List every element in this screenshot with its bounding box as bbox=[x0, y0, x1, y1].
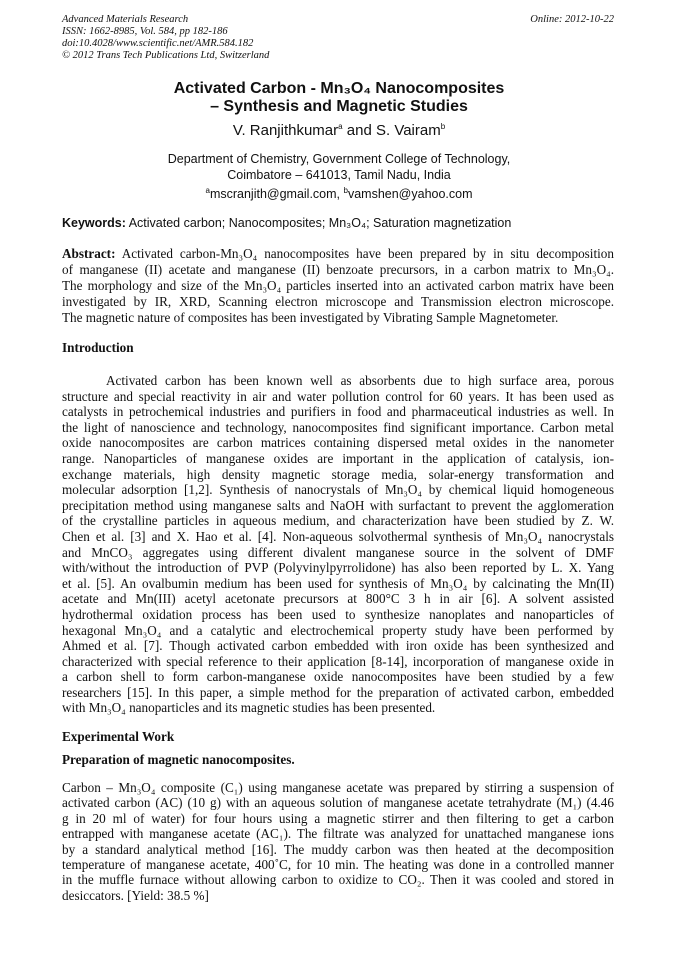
abstract-label: Abstract: bbox=[62, 246, 116, 261]
line-text: structure and special reactivity in air and water pollution control for 60 years. It has been used as bbox=[62, 388, 614, 404]
text-line bbox=[62, 513, 614, 529]
introduction-body bbox=[62, 373, 614, 716]
line-text: Ahmed et al. [7]. Though activated carbon embedded with iron oxide has been synthesized and bbox=[62, 638, 614, 654]
line-text: exchange materials, high density magnetic storage media, solar-energy transformation and bbox=[62, 466, 614, 482]
line-text: g in 20 ml of water) for four hours using a magnetic stirrer and then filtering to get a carbon bbox=[62, 810, 614, 826]
emails bbox=[0, 186, 678, 201]
text-line bbox=[62, 529, 614, 545]
line-text: investigated by IR, XRD, Scanning electron microscope and Transmission electron microscope. bbox=[62, 294, 614, 309]
abstract bbox=[62, 246, 614, 326]
line-text: Chen et al. [3] and X. Hao et al. [4]. Non-aqueous solvothermal synthesis of Mn₃O₄ nanocrystals bbox=[62, 528, 614, 544]
text-line bbox=[62, 795, 614, 810]
text-line bbox=[62, 669, 614, 685]
text-line bbox=[62, 262, 614, 278]
doi: doi:10.4028/www.scientific.net/AMR.584.182 bbox=[62, 38, 254, 49]
text-line bbox=[62, 294, 614, 310]
line-text: The magnetic nature of composites has been investigated by Vibrating Sample Magnetometer. bbox=[62, 310, 559, 325]
text-line bbox=[62, 872, 614, 887]
author-1: V. Ranjithkumar bbox=[232, 122, 339, 139]
line-text: Carbon – Mn₃O₄ composite (C₁) using manganese acetate was prepared by stirring a suspension of bbox=[62, 780, 614, 795]
text-line bbox=[62, 420, 614, 436]
text-line bbox=[62, 404, 614, 420]
line-text: range. Nanoparticles of manganese oxides are important in the application of catalysis, ion- bbox=[62, 450, 614, 466]
line-text: The morphology and size of the Mn₃O₄ particles inserted into an activated carbon matrix have been bbox=[62, 278, 614, 293]
text-line bbox=[62, 842, 614, 857]
line-text: a carbon shell to form carbon-manganese oxide nanocomposites have been studied by a few bbox=[62, 669, 614, 685]
line-text: of manganese (II) acetate and manganese (II) benzoate precursors, in a carbon matrix to Mn₃O₄. bbox=[62, 262, 614, 277]
text-line bbox=[62, 435, 614, 451]
text-line bbox=[62, 857, 614, 872]
introduction-heading: Introduction bbox=[62, 340, 134, 355]
text-line bbox=[62, 811, 614, 826]
line-text: with/without the introduction of PVP (Polyvinylpyrrolidone) has also been reported by L. X. Yang bbox=[62, 560, 614, 576]
text-line bbox=[62, 623, 614, 639]
line-text: oxide nanocomposites are carbon matrices containing dispersed metal oxides in the nanometer bbox=[62, 435, 614, 451]
line-text: and MnCO₃ aggregates using different divalent manganese source in the solvent of DMF bbox=[62, 544, 614, 560]
line-text: entrapped with manganese acetate (AC₁). The filtrate was analyzed for unattached manganese ions bbox=[62, 826, 614, 842]
journal-header bbox=[62, 14, 269, 62]
text-line bbox=[62, 373, 614, 389]
title-line-1: Activated Carbon - Mn₃O₄ Nanocomposites bbox=[173, 80, 505, 97]
keywords-text: Activated carbon; Nanocomposites; Mn₃O₄; Saturation magnetization bbox=[125, 216, 512, 230]
experimental-body bbox=[62, 780, 614, 903]
line-text: of the crystalline particles in aqueous medium, and characterization have been studied by Z. W. bbox=[62, 513, 614, 529]
email-b[interactable]: vamshen@yahoo.com bbox=[347, 187, 473, 202]
line-text: by a standard analytical method [16]. The muddy carbon was then heated at the decomposition bbox=[62, 841, 614, 857]
text-line bbox=[62, 576, 614, 592]
email-b-sup: b bbox=[343, 186, 348, 195]
affiliation-line-2: Coimbatore – 641013, Tamil Nadu, India bbox=[227, 168, 451, 182]
preparation-subheading: Preparation of magnetic nanocomposites. bbox=[62, 752, 295, 767]
line-text: temperature of manganese acetate, 400˚C, for 10 min. The heating was done in a controlled manner bbox=[62, 856, 614, 872]
text-line bbox=[62, 780, 614, 795]
title-line-2: – Synthesis and Magnetic Studies bbox=[210, 98, 468, 115]
line-text: molecular adsorption [1,2]. Synthesis of nanocrystals of Mn₃O₄ by chemical liquid homogeneous bbox=[62, 482, 614, 498]
line-text: et al. [5]. An ovalbumin medium has been used for synthesis of Mn₃O₄ by calcinating the Mn(II) bbox=[62, 575, 614, 591]
text-line bbox=[62, 451, 614, 467]
text-line bbox=[62, 685, 614, 701]
text-line bbox=[62, 389, 614, 405]
line-text: hexagonal Mn₃O₄ and a catalytic and electrochemical property study have been performed by bbox=[62, 622, 614, 638]
journal-name: Advanced Materials Research bbox=[62, 14, 189, 25]
line-text: in the muffle furnace without allowing carbon to oxidize to CO₂. Then it was cooled and stored in bbox=[62, 872, 614, 888]
text-line bbox=[62, 560, 614, 576]
experimental-heading: Experimental Work bbox=[62, 729, 175, 744]
keywords bbox=[62, 216, 511, 230]
authors bbox=[0, 122, 678, 139]
text-line bbox=[62, 498, 614, 514]
author-1-sup: a bbox=[338, 122, 343, 131]
email-a-sup: a bbox=[205, 186, 210, 195]
text-line bbox=[62, 700, 614, 716]
authors-and: and bbox=[342, 122, 376, 139]
line-text: acetate and Mn(III) acetyl acetonate precursors at 800°C 3 h in air [6]. A solvent assisted bbox=[62, 591, 614, 607]
issn: ISSN: 1662-8985, Vol. 584, pp 182-186 bbox=[62, 26, 228, 37]
text-line bbox=[62, 591, 614, 607]
affiliation-line-1: Department of Chemistry, Government College of Technology, bbox=[167, 152, 511, 166]
line-text: hydrothermal oxidation process has been used to synthesize nanoplates and nanoparticles of bbox=[62, 606, 614, 622]
text-line bbox=[62, 467, 614, 483]
text-line bbox=[62, 278, 614, 294]
line-text: researchers [15]. In this paper, a simple method for the preparation of activated carbon, embedded bbox=[62, 684, 614, 700]
text-line bbox=[62, 482, 614, 498]
text-line bbox=[62, 888, 614, 903]
line-text: characterized with special reference to their application [8-14], incorporation of manganese oxide in bbox=[62, 653, 614, 669]
line-text: Activated carbon has been known well as absorbents due to high surface area, porous bbox=[106, 373, 614, 388]
text-line bbox=[62, 638, 614, 654]
line-text: precipitation method using manganese salts and NaOH with surfactant to prevent the agglomeration bbox=[62, 497, 614, 513]
keywords-label: Keywords: bbox=[62, 216, 126, 230]
author-2: S. Vairam bbox=[375, 122, 441, 139]
line-text: Activated carbon-Mn₃O₄ nanocomposites have been prepared by in situ decomposition bbox=[115, 246, 614, 261]
text-line bbox=[62, 246, 614, 262]
line-text: activated carbon (AC) (10 g) with an aqueous solution of manganese acetate tetrahydrate (M₁) (4.46 bbox=[62, 795, 614, 811]
text-line bbox=[62, 545, 614, 561]
text-line bbox=[62, 310, 614, 326]
paper-title bbox=[0, 80, 678, 116]
line-text: with Mn₃O₄ nanoparticles and its magnetic studies has been presented. bbox=[62, 700, 436, 716]
copyright: © 2012 Trans Tech Publications Ltd, Switzerland bbox=[62, 50, 270, 61]
affiliation bbox=[0, 151, 678, 183]
line-text: catalysts in petrochemical industries and purifiers in food and pharmaceutical industries as well. In bbox=[62, 404, 614, 420]
line-text: the light of nanoscience and technology, nanocomposites find significant importance. Carbon metal bbox=[62, 419, 614, 435]
online-date: Online: 2012-10-22 bbox=[530, 14, 614, 25]
text-line bbox=[62, 607, 614, 623]
email-a[interactable]: mscranjith@gmail.com, bbox=[209, 187, 344, 202]
line-text: desiccators. [Yield: 38.5 %] bbox=[62, 887, 209, 903]
text-line bbox=[62, 654, 614, 670]
author-2-sup: b bbox=[440, 122, 446, 131]
text-line bbox=[62, 826, 614, 841]
